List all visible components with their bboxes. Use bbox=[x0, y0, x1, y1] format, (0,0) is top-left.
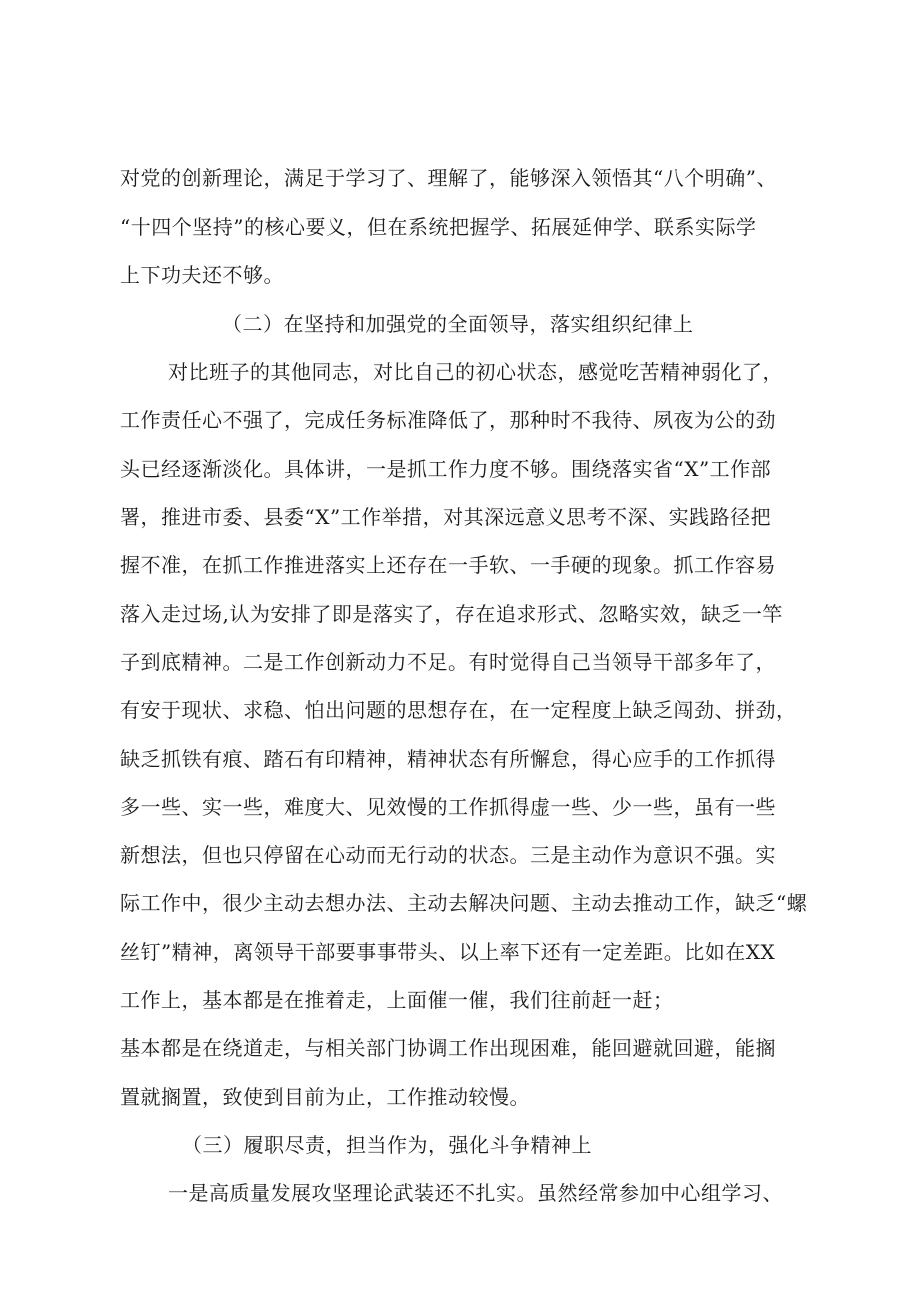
text-line: 署，推进市委、县委“X”工作举措，对其深远意义思考不深、实践路径把 bbox=[120, 505, 772, 529]
text-line: 际工作中，很少主动去想办法、主动去解决问题、主动去推动工作，缺乏“螺 bbox=[120, 891, 808, 915]
text-line: 工作责任心不强了，完成任务标准降低了，那种时不我待、夙夜为公的劲 bbox=[120, 408, 776, 432]
section-heading: （二）在坚持和加强党的全面领导，落实组织纪律上 bbox=[222, 312, 694, 336]
text-line: 一是高质量发展攻坚理论武装还不扎实。虽然经常参加中心组学习、 bbox=[168, 1181, 783, 1205]
text-line: 落入走过场,认为安排了即是落实了，存在追求形式、忽略实效，缺乏一竿 bbox=[120, 602, 783, 626]
text-line: 新想法，但也只停留在心动而无行动的状态。三是主动作为意识不强。实 bbox=[120, 843, 776, 867]
text-line: 子到底精神。二是工作创新动力不足。有时觉得自己当领导干部多年了， bbox=[120, 650, 776, 674]
text-line: 头已经逐渐淡化。具体讲，一是抓工作力度不够。围绕落实省“X”工作部 bbox=[120, 457, 772, 481]
text-line: 对党的创新理论，满足于学习了、理解了，能够深入领悟其“八个明确”、 bbox=[120, 166, 777, 190]
text-line: 工作上，基本都是在推着走，上面催一催，我们往前赶一赶； bbox=[120, 988, 674, 1012]
text-line: 置就搁置，致使到目前为止，工作推动较慢。 bbox=[120, 1085, 530, 1109]
text-line: 缺乏抓铁有痕、踏石有印精神，精神状态有所懈怠，得心应手的工作抓得 bbox=[120, 747, 776, 771]
text-line: 丝钉”精神，离领导干部要事事带头、以上率下还有一定差距。比如在XX bbox=[120, 940, 776, 964]
text-line: 多一些、实一些，难度大、见效慢的工作抓得虚一些、少一些，虽有一些 bbox=[120, 795, 776, 819]
text-line: 基本都是在绕道走，与相关部门协调工作出现困难，能回避就回避，能搁 bbox=[120, 1036, 776, 1060]
text-line: 上下功夫还不够。 bbox=[120, 263, 284, 287]
text-line: 有安于现状、求稳、怕出问题的思想存在，在一定程度上缺乏闯劲、拼劲， bbox=[120, 698, 797, 722]
section-heading: （三）履职尽责，担当作为，强化斗争精神上 bbox=[182, 1133, 592, 1157]
text-line: “十四个坚持”的核心要义，但在系统把握学、拓展延伸学、联系实际学 bbox=[120, 215, 757, 239]
text-line: 对比班子的其他同志，对比自己的初心状态，感觉吃苦精神弱化了， bbox=[168, 360, 783, 384]
text-line: 握不准，在抓工作推进落实上还存在一手软、一手硬的现象。抓工作容易 bbox=[120, 553, 776, 577]
